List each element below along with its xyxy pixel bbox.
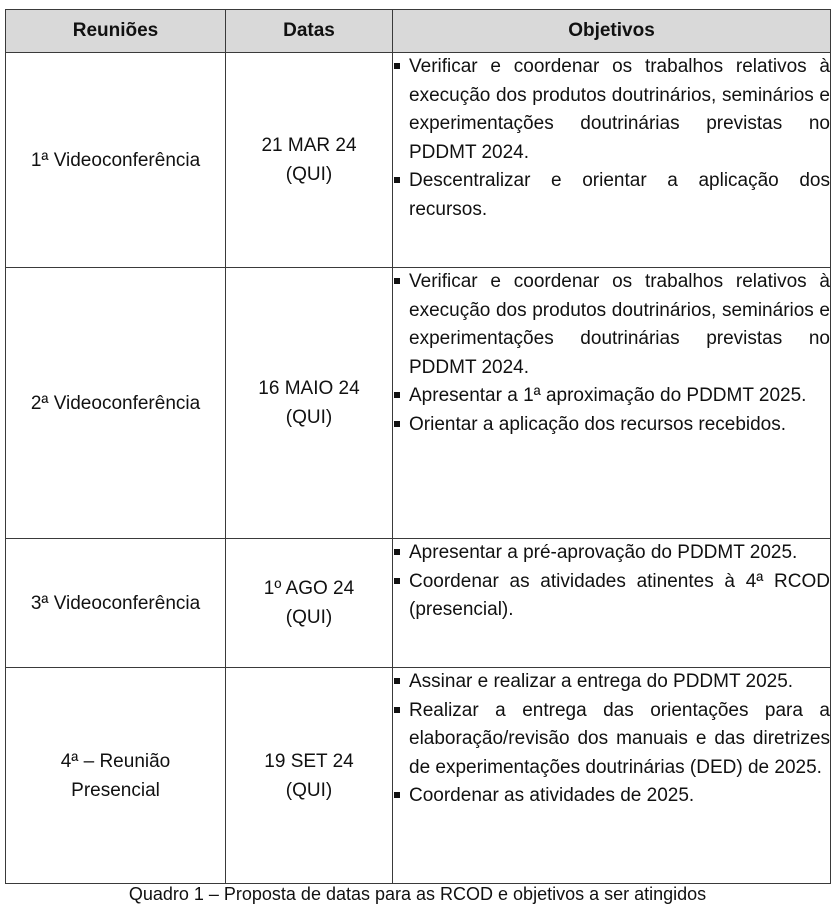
objectives-list [393,668,830,811]
list-item: Assinar e realizar a entrega do PDDMT 2025. [393,668,830,697]
list-item: Descentralizar e orientar a aplicação dos recursos. [393,167,830,224]
header-objetivos: Objetivos [393,10,831,53]
meeting-cell [6,268,226,539]
date-value: 21 MAR 24 [261,135,357,156]
weekday-value: (QUI) [285,164,333,185]
date-cell [226,53,393,268]
list-item: Apresentar a pré-aprovação do PDDMT 2025. [393,539,830,568]
meeting-label: 4ª – Reunião [60,750,171,772]
list-item: Coordenar as atividades atinentes à 4ª RCOD (presencial). [393,568,830,625]
meeting-label-line2: Presencial [71,779,160,801]
weekday-value: (QUI) [285,407,333,428]
objectives-cell [393,268,831,539]
date-cell [226,268,393,539]
objectives-cell [393,53,831,268]
header-row [6,10,831,53]
objectives-cell [393,668,831,884]
list-item: Verificar e coordenar os trabalhos relativos à execução dos produtos doutrinários, seminários e experimentações doutrinárias previstas no PDDMT 2024. [393,268,830,382]
date-cell [226,668,393,884]
table-caption: Quadro 1 – Proposta de datas para as RCOD e objetivos a ser atingidos [128,884,707,904]
weekday-value: (QUI) [285,607,333,628]
objectives-list [393,268,830,440]
list-item: Realizar a entrega das orientações para a elaboração/revisão dos manuais e das diretrizes de experimentações doutrinárias (DED) de 2025. [393,697,830,783]
list-item: Orientar a aplicação dos recursos recebidos. [393,411,830,440]
header-datas: Datas [226,10,393,53]
objectives-cell [393,539,831,668]
table-row [6,268,831,539]
table-row [6,539,831,668]
meetings-table [5,9,831,884]
meeting-label: 2ª Videoconferência [30,392,201,414]
meeting-label: 3ª Videoconferência [30,592,201,614]
list-item: Apresentar a 1ª aproximação do PDDMT 2025. [393,382,830,411]
objectives-list [393,539,830,625]
meeting-label: 1ª Videoconferência [30,149,201,171]
weekday-value: (QUI) [285,779,333,801]
table-row [6,668,831,884]
meeting-cell [6,668,226,884]
date-value: 1º AGO 24 [263,578,355,599]
list-item: Verificar e coordenar os trabalhos relativos à execução dos produtos doutrinários, seminários e experimentações doutrinárias previstas no PDDMT 2024. [393,53,830,167]
meeting-cell [6,53,226,268]
date-value: 16 MAIO 24 [258,378,360,399]
date-cell [226,539,393,668]
objectives-list [393,53,830,225]
table-row [6,53,831,268]
header-reunioes: Reuniões [6,10,226,53]
list-item: Coordenar as atividades de 2025. [393,782,830,811]
date-value: 19 SET 24 [264,750,354,772]
meeting-cell [6,539,226,668]
